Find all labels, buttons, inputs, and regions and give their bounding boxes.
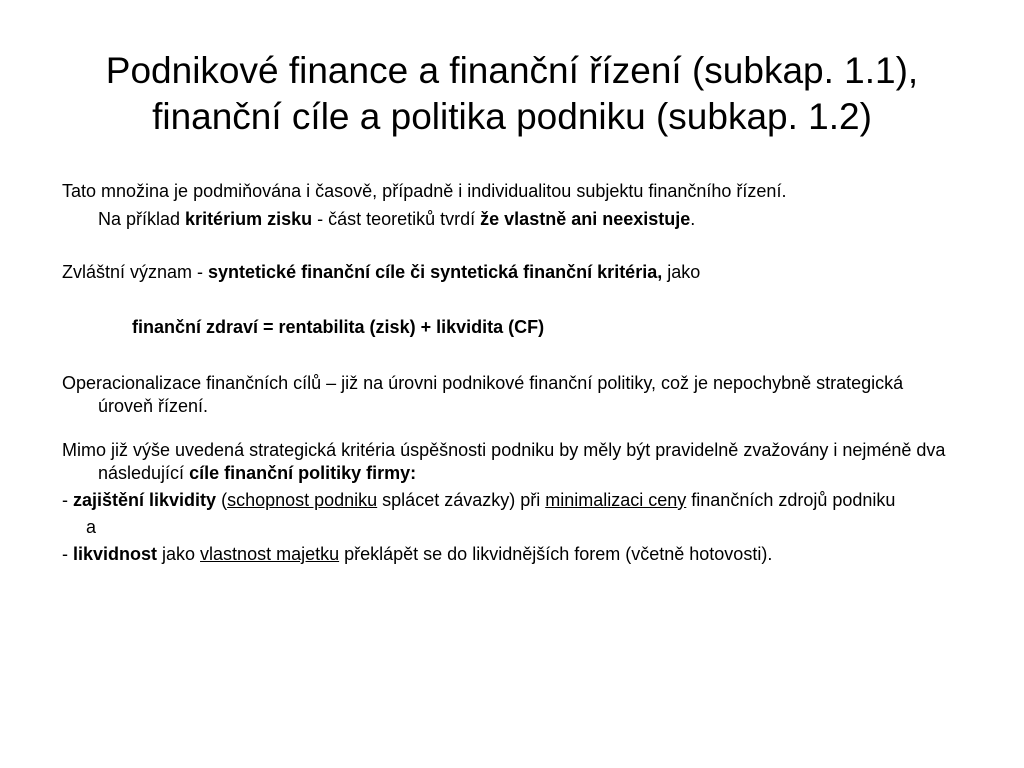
paragraph-profit-example — [62, 208, 962, 231]
slide-body — [62, 180, 962, 566]
text-run: . — [690, 209, 696, 229]
title-line-2: finanční cíle a politika podniku (subkap. 1.2) — [152, 96, 872, 137]
text-run: jako — [157, 544, 201, 564]
text-run: Zvláštní význam - — [62, 262, 209, 282]
slide-title — [40, 48, 984, 140]
formula-financial-health — [62, 316, 962, 339]
text-run: finančních zdrojů podniku — [686, 490, 896, 510]
title-line-1: Podnikové finance a finanční řízení (subkap. 1.1), — [105, 50, 919, 91]
paragraph-time-dependency: Tato množina je podmiňována i časově, případně i individualitou subjektu finančního řízení. — [62, 181, 787, 201]
text-run: Na příklad — [98, 209, 186, 229]
text-run: překlápět se do likvidnějších forem (včetně hotovosti). — [339, 544, 773, 564]
bold-text: finanční zdraví = rentabilita (zisk) + likvidita (CF) — [132, 317, 545, 337]
list-item-liquidity-of-assets — [62, 543, 962, 566]
text-run: ( — [216, 490, 228, 510]
bold-text: likvidnost — [73, 544, 158, 564]
bold-text: cíle finanční politiky firmy: — [189, 463, 417, 483]
text-run: splácet závazky) při — [377, 490, 546, 510]
bold-text: kritérium zisku — [185, 209, 313, 229]
text-run: jako — [662, 262, 701, 282]
paragraph-operationalization: Operacionalizace finančních cílů – již na úrovni podnikové finanční politiky, což je nepochybně strategická úroveň řízení. — [62, 373, 904, 416]
conjunction-and: a — [86, 517, 97, 537]
list-item-liquidity-assurance — [62, 489, 962, 512]
text-run: - část teoretiků tvrdí — [312, 209, 481, 229]
paragraph-policy-goals — [62, 439, 962, 485]
paragraph-synthetic-goals — [62, 261, 962, 284]
underlined-text: vlastnost majetku — [200, 544, 340, 564]
bold-text: zajištění likvidity — [73, 490, 217, 510]
dash-bullet: - — [62, 490, 73, 510]
text-run: Mimo již výše uvedená strategická kritéria úspěšnosti podniku by měly být pravidelně zvažovány i nejméně dva následující — [62, 440, 946, 483]
bold-text: že vlastně ani neexistuje — [480, 209, 691, 229]
dash-bullet: - — [62, 544, 73, 564]
underlined-text: minimalizaci ceny — [545, 490, 687, 510]
bold-text: syntetické finanční cíle či syntetická finanční kritéria, — [208, 262, 663, 282]
underlined-text: schopnost podniku — [227, 490, 378, 510]
